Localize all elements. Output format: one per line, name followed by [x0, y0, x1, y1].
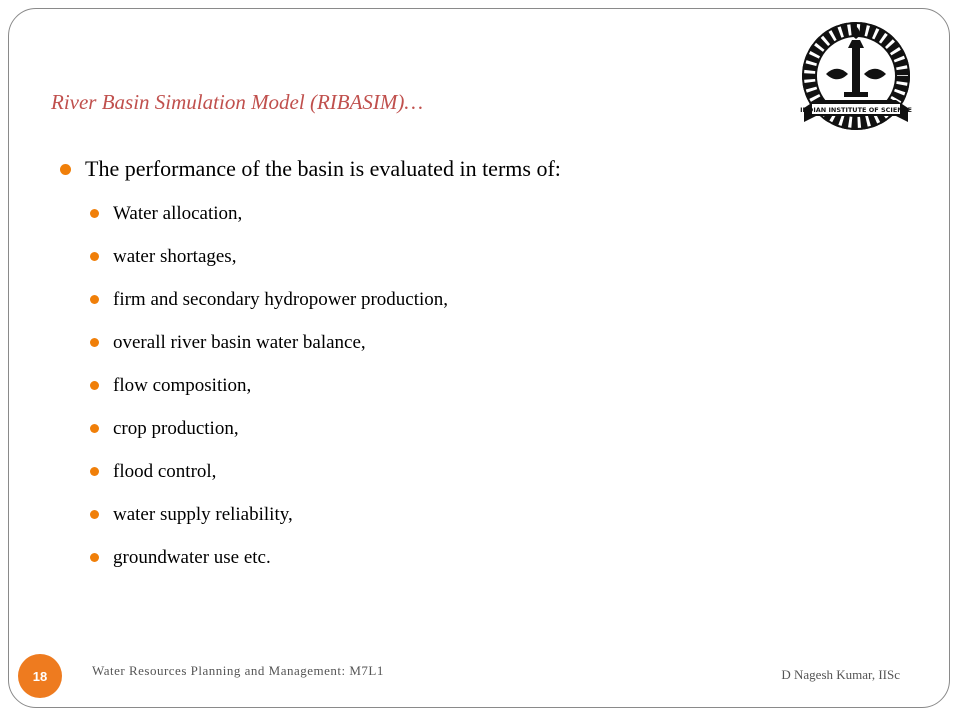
bullet-dot-icon [90, 209, 99, 218]
sub-bullet-item [60, 235, 820, 278]
sub-bullet-item [60, 321, 820, 364]
iisc-emblem-icon [798, 18, 920, 138]
sub-bullet-item [60, 493, 820, 536]
bullet-dot-icon [90, 252, 99, 261]
bullet-dot-icon [90, 338, 99, 347]
bullet-dot-icon [60, 164, 71, 175]
sub-bullet-item [60, 364, 820, 407]
bullet-dot-icon [90, 467, 99, 476]
main-bullet-item [60, 152, 820, 186]
sub-bullet-text: overall river basin water balance, [113, 332, 366, 353]
sub-bullet-text: firm and secondary hydropower production, [113, 289, 449, 310]
bullet-dot-icon [90, 553, 99, 562]
sub-bullet-text: flow composition, [113, 375, 252, 396]
bullet-dot-icon [90, 295, 99, 304]
sub-bullet-text: crop production, [113, 418, 239, 439]
footer-course-title: Water Resources Planning and Management: M7L1 [92, 663, 384, 678]
slide-title: River Basin Simulation Model (RIBASIM)… [51, 90, 424, 114]
sub-bullet-item [60, 407, 820, 450]
main-bullet-text: The performance of the basin is evaluated in terms of: [85, 156, 561, 181]
sub-bullet-text: water supply reliability, [113, 504, 293, 525]
slide-content [60, 152, 820, 579]
bullet-dot-icon [90, 424, 99, 433]
sub-bullet-item [60, 192, 820, 235]
sub-bullet-text: Water allocation, [113, 203, 243, 224]
sub-bullet-text: water shortages, [113, 246, 237, 267]
page-number-badge: 18 [18, 654, 62, 698]
bullet-dot-icon [90, 381, 99, 390]
sub-bullet-item [60, 450, 820, 493]
footer-author: D Nagesh Kumar, IISc [781, 667, 900, 682]
sub-bullet-item [60, 536, 820, 579]
sub-bullet-list [60, 192, 820, 579]
sub-bullet-text: flood control, [113, 461, 217, 482]
sub-bullet-text: groundwater use etc. [113, 547, 271, 568]
sub-bullet-item [60, 278, 820, 321]
svg-text:INDIAN INSTITUTE OF SCIENCE: INDIAN INSTITUTE OF SCIENCE [800, 106, 912, 114]
bullet-dot-icon [90, 510, 99, 519]
